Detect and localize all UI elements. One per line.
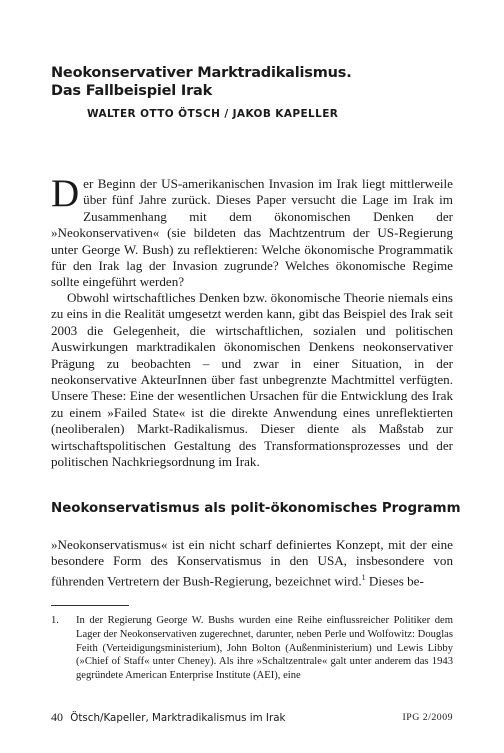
section-heading: Neokonservatismus als polit-ökonomisches Programm <box>51 501 461 516</box>
drop-cap: D <box>51 172 80 215</box>
paragraph-intro <box>51 172 453 291</box>
footnote <box>51 614 453 683</box>
footnote-divider <box>51 605 129 606</box>
footnote-text: In der Regierung George W. Bushs wurden eine Reihe einflussreicher Politiker dem Lager der Neokonservativen zugerechnet, darunter, neben Perle und Wolfowitz: Douglas Feith (Verteidigungsministerium), John Bolton (Außenministerium) und Lewis Libby (»Chief of Staff« unter Cheney). Als ihre »Schaltzentrale« galt unter anderem das 1943 gegründete American Enterprise Institute (AEI), eine <box>76 615 453 682</box>
footnote-reference[interactable]: 1 <box>361 572 366 582</box>
article-title <box>51 64 471 100</box>
page-footer-left <box>51 710 285 725</box>
paragraph-neoconservatism-text: »Neokonservatismus« ist ein nicht scharf definiertes Konzept, mit der eine besondere Form des Konservatismus in den USA, insbesondere von führenden Vertretern der Bush-Regierung, bezeichnet wird. <box>51 537 453 589</box>
page-number: 40 <box>51 710 63 724</box>
journal-issue: IPG 2/2009 <box>402 712 453 723</box>
paragraph-thesis: Obwohl wirtschaftliches Denken bzw. ökonomische Theorie niemals eins zu eins in die Realität umgesetzt werden kann, gibt das Beispiel des Irak seit 2003 die Gelegenheit, die wirtschaftlichen, sozialen und politischen Auswirkungen marktradikalen ökonomischen Denkens neokonservativer Prägung zu beobachten – und zwar in einer Situation, in der neokonservative AkteurInnen über fast unbegrenzte Machtmittel verfügten. Unsere These: Eine der wesentlichen Ursachen für die Entwicklung des Irak zu einem »Failed State« ist die direkte Anwendung eines unreflektierten (neoliberalen) Markt-Radikalismus. Dieser diente als Maßstab zur wirtschaftspolitischen Gestaltung des Transformationsprozesses und der politischen Nachkriegsordnung im Irak. <box>51 290 453 470</box>
paragraph-neoconservatism <box>51 537 453 590</box>
article-title-line-1: Neokonservativer Marktradikalismus. <box>51 65 352 81</box>
running-title: Ötsch/Kapeller, Marktradikalismus im Irak <box>70 712 286 724</box>
article-title-line-2: Das Fallbeispiel Irak <box>51 83 213 99</box>
paragraph-intro-text: er Beginn der US-amerikanischen Invasion im Irak liegt mittlerweile über fünf Jahre zurück. Dieses Paper versucht die Lage im Irak im Zusammenhang mit dem ökonomischen Denken der »Neokonservativen« (sie bildeten das Machtzentrum der US-Regierung unter George W. Bush) zu reflektieren: Welche ökonomische Programmatik für den Irak lag der Invasion zugrunde? Welches ökonomische Regime sollte eingeführt werden? <box>51 176 453 290</box>
footnote-number: 1. <box>51 615 59 626</box>
paragraph-neoconservatism-tail: Dieses be- <box>365 573 424 589</box>
article-authors: WALTER OTTO ÖTSCH / JAKOB KAPELLER <box>87 108 339 120</box>
